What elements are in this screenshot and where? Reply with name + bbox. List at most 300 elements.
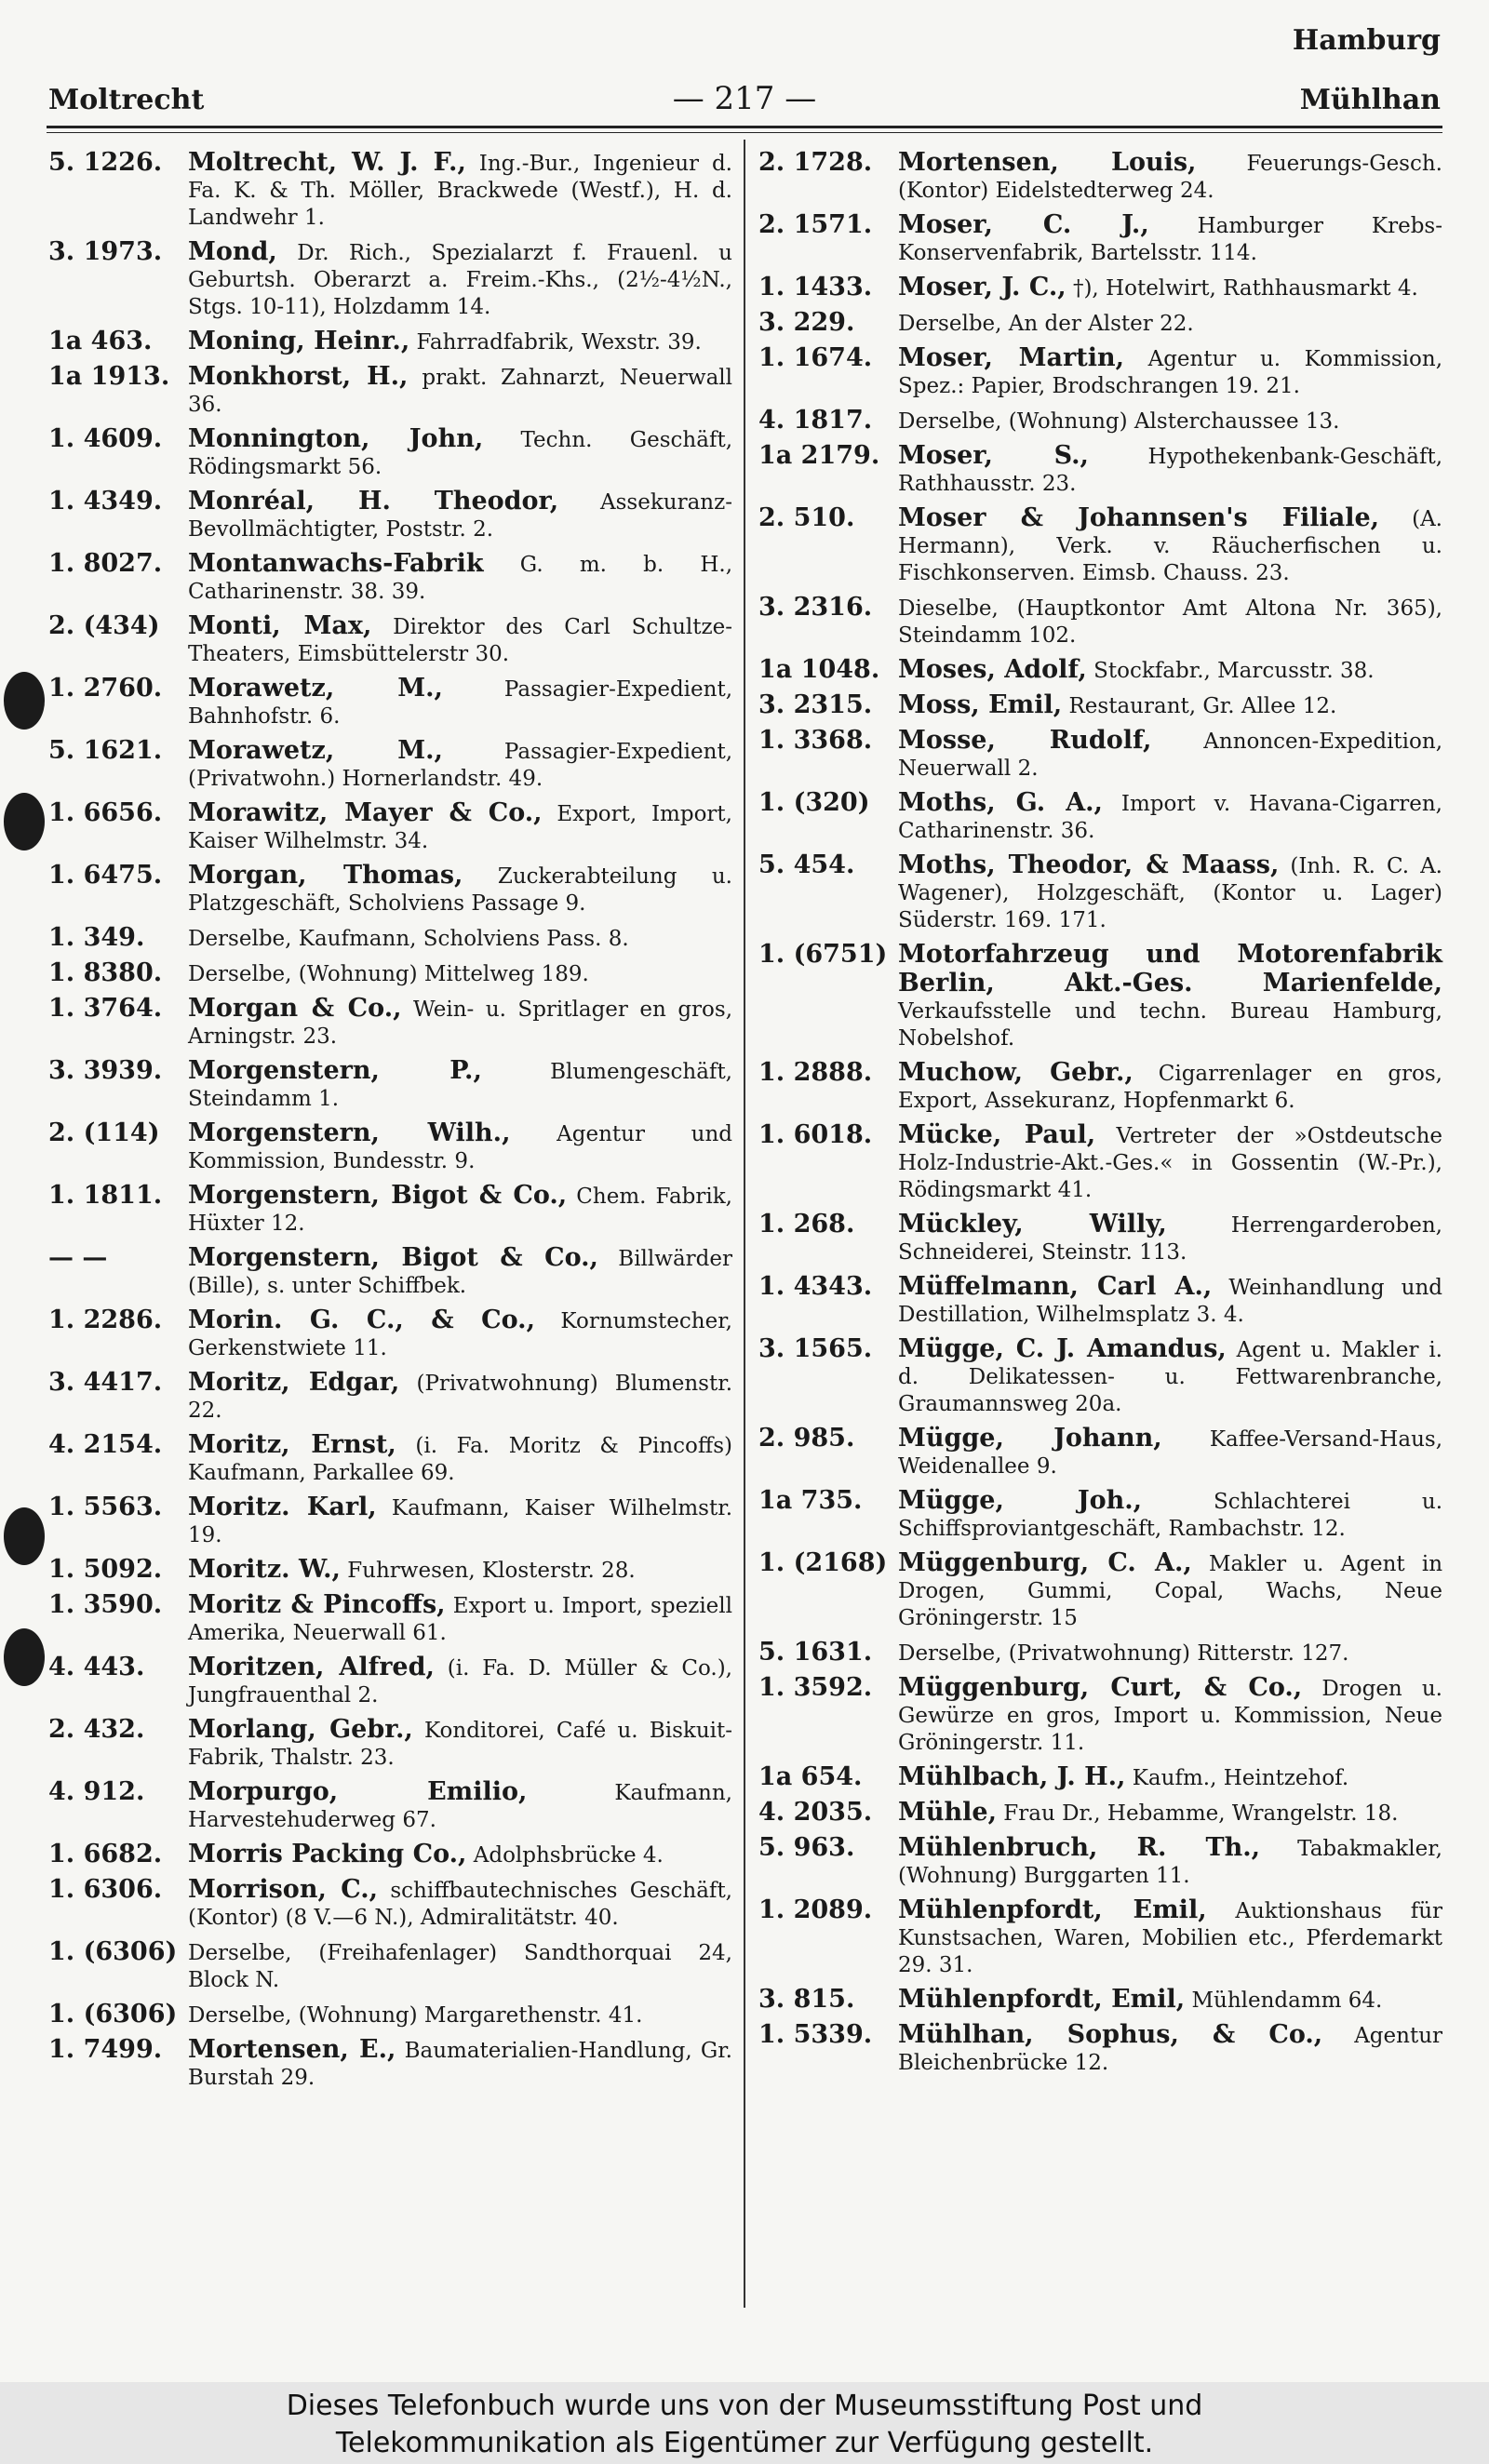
directory-entry — [758, 211, 1442, 267]
directory-entry — [758, 851, 1442, 934]
phone-number: 3. 229. — [758, 308, 855, 337]
entry-body — [188, 1654, 732, 1709]
entry-name: Morawitz, Mayer & Co., — [188, 798, 543, 827]
phone-number: 1. 5563. — [48, 1493, 163, 1521]
phone-number: 1. 7499. — [48, 2035, 163, 2064]
entry-name: Morgan & Co., — [188, 994, 402, 1023]
column-divider — [744, 140, 745, 2308]
directory-entry — [48, 1057, 732, 1113]
phone-number: 4. 912. — [48, 1777, 145, 1806]
entry-body — [188, 799, 732, 855]
entry-name: Moser, C. J., — [898, 210, 1149, 239]
entry-body — [898, 407, 1442, 435]
entry-body — [898, 941, 1442, 1052]
entry-name: Moses, Adolf, — [898, 655, 1087, 684]
entry-details: Auktionshaus für Kunstsachen, Waren, Mobilien etc., Pferdemarkt 29. 31. — [898, 1899, 1443, 1977]
entry-details: Derselbe, (Freihafenlager) Sandthorquai 24, Block N. — [188, 1941, 732, 1992]
entry-details: Passagier-Expedient, (Privatwohn.) Hornerlandstr. 49. — [188, 740, 733, 791]
entry-name: Mosse, Rudolf, — [898, 726, 1152, 755]
entry-body — [898, 504, 1442, 587]
phone-number: 2. 985. — [758, 1424, 855, 1453]
directory-entry — [758, 274, 1442, 302]
phone-number: 5. 963. — [758, 1833, 855, 1862]
directory-entry — [758, 1799, 1442, 1828]
entry-details: prakt. Zahnarzt, Neuerwall 36. — [188, 366, 732, 417]
entry-name: Moser, Martin, — [898, 343, 1124, 372]
directory-entry — [48, 1841, 732, 1869]
entry-body — [188, 2001, 732, 2029]
entry-name: Mühlenpfordt, Emil, — [898, 1985, 1186, 2014]
entry-name: Morlang, Gebr., — [188, 1715, 413, 1744]
phone-number: 1. 3764. — [48, 994, 163, 1023]
entry-details: Verkaufsstelle und techn. Bureau Hamburg, Nobelshof. — [898, 999, 1442, 1051]
entry-name: Monti, Max, — [188, 611, 372, 640]
directory-entry — [758, 1487, 1442, 1543]
entry-body — [898, 1121, 1442, 1204]
entry-details: schiffbautechnisches Geschäft, (Kontor) (8 V.—6 N.), Admiralitätstr. 40. — [188, 1879, 732, 1930]
entry-name: Mücke, Paul, — [898, 1120, 1096, 1149]
entry-details: Herrengarderoben, Schneiderei, Steinstr. 113. — [898, 1213, 1442, 1265]
entry-details: Agentur u. Kommission, Spez.: Papier, Brodschrangen 19. 21. — [898, 347, 1443, 398]
entry-details: Tabakmakler, (Wohnung) Burggarten 11. — [898, 1837, 1442, 1888]
directory-entry — [758, 1674, 1442, 1757]
entry-body — [898, 211, 1442, 267]
entry-details: Agentur und Kommission, Bundesstr. 9. — [188, 1122, 733, 1173]
entry-name: Morpurgo, Emilio, — [188, 1777, 528, 1806]
entry-name: Morgenstern, Wilh., — [188, 1118, 511, 1147]
entry-name: Moritz & Pincoffs, — [188, 1590, 446, 1619]
entry-body — [188, 1778, 732, 1834]
entry-body — [188, 363, 732, 419]
entry-body — [188, 1182, 732, 1238]
entry-name: Morgenstern, P., — [188, 1056, 482, 1085]
entry-body — [188, 1244, 732, 1300]
entry-body — [898, 851, 1442, 934]
entry-details: (i. Fa. D. Müller & Co.), Jungfrauenthal 2. — [188, 1656, 732, 1707]
entry-body — [898, 1273, 1442, 1329]
entry-details: Kaufmann, Kaiser Wilhelmstr. 19. — [188, 1496, 733, 1547]
phone-number: 2. (114) — [48, 1118, 160, 1147]
phone-number: 1. 6656. — [48, 798, 163, 827]
entry-body — [188, 737, 732, 793]
directory-entry — [758, 789, 1442, 845]
phone-number: 1. 5339. — [758, 2020, 873, 2049]
entry-body — [898, 1763, 1442, 1792]
phone-number: 4. 2035. — [758, 1798, 873, 1827]
phone-number: 1. 2286. — [48, 1306, 163, 1334]
phone-number: 2. 1571. — [758, 210, 873, 239]
entry-details: Passagier-Expedient, Bahnhofstr. 6. — [188, 677, 733, 729]
phone-number: 1. 4343. — [758, 1272, 873, 1301]
directory-entry — [758, 344, 1442, 400]
directory-entry — [48, 924, 732, 953]
entry-body — [898, 789, 1442, 845]
entry-details: Derselbe, (Privatwohnung) Ritterstr. 127. — [898, 1641, 1349, 1666]
entry-name: Mortensen, E., — [188, 2035, 396, 2064]
entry-details: G. m. b. H., Catharinenstr. 38. 39. — [188, 553, 733, 604]
left-column — [48, 149, 732, 2098]
entry-details: Chem. Fabrik, Hüxter 12. — [188, 1185, 732, 1236]
entry-name: Moss, Emil, — [898, 690, 1063, 719]
entry-body — [898, 442, 1442, 498]
phone-number: 1a 1048. — [758, 655, 880, 684]
entry-body — [898, 1896, 1442, 1979]
directory-entry — [758, 941, 1442, 1052]
phone-number: 1. (6751) — [758, 940, 888, 969]
entry-body — [188, 675, 732, 730]
phone-number: 1. 349. — [48, 923, 145, 952]
phone-number: 2. 432. — [48, 1715, 145, 1744]
phone-number: 1. 3368. — [758, 726, 873, 755]
directory-entry — [48, 1182, 732, 1238]
directory-entry — [758, 1896, 1442, 1979]
phone-number: 1. 2089. — [758, 1895, 873, 1924]
entry-name: Moser & Johannsen's Filiale, — [898, 503, 1380, 532]
punch-hole — [4, 672, 45, 730]
entry-body — [898, 594, 1442, 649]
phone-number: 1. (2168) — [758, 1548, 888, 1577]
entry-name: Moser, J. C., — [898, 273, 1066, 301]
entry-details: Restaurant, Gr. Allee 12. — [1068, 694, 1337, 718]
entry-body — [898, 309, 1442, 338]
entry-details: (Inh. R. C. A. Wagener), Holzgeschäft, (Kontor u. Lager) Süderstr. 169. 171. — [898, 854, 1442, 932]
directory-entry — [758, 1211, 1442, 1266]
phone-number: 1. 2760. — [48, 674, 163, 703]
entry-name: Müffelmann, Carl A., — [898, 1272, 1213, 1301]
entry-details: Direktor des Carl Schultze-Theaters, Eimsbüttelerstr 30. — [188, 615, 733, 666]
entry-body — [188, 425, 732, 481]
directory-entry — [758, 656, 1442, 685]
entry-details: Kaufm., Heintzehof. — [1132, 1766, 1349, 1790]
directory-entry — [48, 862, 732, 917]
phone-number: 1a 2179. — [758, 441, 880, 470]
entry-details: Derselbe, Kaufmann, Scholviens Pass. 8. — [188, 927, 629, 951]
directory-entry — [48, 363, 732, 419]
directory-entry — [48, 1244, 732, 1300]
entry-body — [898, 727, 1442, 783]
directory-entry — [48, 1369, 732, 1425]
phone-number: 1. 8380. — [48, 958, 163, 987]
entry-body — [188, 1306, 732, 1362]
directory-entry — [758, 442, 1442, 498]
entry-body — [898, 1986, 1442, 2015]
entry-body — [898, 1487, 1442, 1543]
entry-details: Baumaterialien-Handlung, Gr. Burstah 29. — [188, 2039, 732, 2090]
phone-number: 3. 1973. — [48, 237, 163, 266]
directory-entry — [48, 488, 732, 543]
entry-details: Hamburger Krebs-Konservenfabrik, Bartelsstr. 114. — [898, 214, 1442, 265]
entry-body — [188, 488, 732, 543]
phone-number: 3. 1565. — [758, 1334, 873, 1363]
entry-body — [188, 1876, 732, 1932]
entry-name: Morris Packing Co., — [188, 1840, 467, 1868]
footer-notice — [0, 2382, 1489, 2464]
entry-details: Derselbe, An der Alster 22. — [898, 312, 1194, 336]
directory-entry — [758, 691, 1442, 720]
entry-details: Adolphsbrücke 4. — [473, 1843, 664, 1868]
directory-entry — [48, 1556, 732, 1585]
entry-details: Agentur Bleichenbrücke 12. — [898, 2024, 1442, 2075]
entry-body — [188, 924, 732, 953]
entry-name: Morgenstern, Bigot & Co., — [188, 1181, 568, 1210]
phone-number: 1a 463. — [48, 327, 153, 355]
entry-name: Moths, G. A., — [898, 788, 1103, 817]
entry-name: Mühle, — [898, 1798, 997, 1827]
phone-number: 3. 2316. — [758, 593, 873, 622]
entry-details: Hypothekenbank-Geschäft, Rathhausstr. 23. — [898, 445, 1443, 496]
directory-entry — [48, 799, 732, 855]
entry-name: Moser, S., — [898, 441, 1089, 470]
entry-body — [188, 1591, 732, 1647]
entry-details: Zuckerabteilung u. Platzgeschäft, Scholviens Passage 9. — [188, 864, 732, 916]
entry-body — [188, 238, 732, 321]
entry-body — [898, 2021, 1442, 2077]
entry-name: Mortensen, Louis, — [898, 148, 1197, 177]
directory-entry — [758, 727, 1442, 783]
phone-number: 1. 1674. — [758, 343, 873, 372]
entry-details: Drogen u. Gewürze en gros, Import u. Kommission, Neue Gröningerstr. 11. — [898, 1677, 1442, 1755]
phone-number: 1a 735. — [758, 1486, 863, 1515]
entry-name: Morawetz, M., — [188, 674, 443, 703]
entry-name: Muchow, Gebr., — [898, 1058, 1134, 1087]
entry-body — [898, 1834, 1442, 1890]
directory-entry — [48, 959, 732, 988]
entry-details: Import v. Havana-Cigarren, Catharinenstr. 36. — [898, 792, 1442, 843]
entry-body — [898, 149, 1442, 205]
entry-name: Moritz. W., — [188, 1555, 341, 1584]
entry-body — [898, 1799, 1442, 1828]
phone-number: 1. 8027. — [48, 549, 163, 578]
entry-name: Mühlbach, J. H., — [898, 1762, 1126, 1791]
entry-body — [898, 1059, 1442, 1115]
phone-number: 4. 443. — [48, 1653, 145, 1681]
entry-details: (Privatwohnung) Blumenstr. 22. — [188, 1372, 732, 1423]
phone-number: 1. 5092. — [48, 1555, 163, 1584]
entry-details: Wein- u. Spritlager en gros, Arningstr. 23. — [188, 998, 732, 1049]
directory-entry — [758, 1986, 1442, 2015]
header-first-entry: Moltrecht — [48, 84, 205, 116]
directory-entry — [48, 612, 732, 668]
entry-details: Stockfabr., Marcusstr. 38. — [1093, 659, 1375, 683]
directory-entry — [48, 737, 732, 793]
entry-body — [898, 691, 1442, 720]
phone-number: 1. 1433. — [758, 273, 873, 301]
entry-name: Mühlenpfordt, Emil, — [898, 1895, 1207, 1924]
entry-body — [188, 328, 732, 356]
directory-entry — [48, 995, 732, 1051]
entry-details: Makler u. Agent in Drogen, Gummi, Copal, Wachs, Neue Gröningerstr. 15 — [898, 1552, 1443, 1630]
directory-entry — [48, 1591, 732, 1647]
entry-body — [188, 862, 732, 917]
directory-entry — [758, 1121, 1442, 1204]
phone-number: 1. 1811. — [48, 1181, 163, 1210]
entry-name: Moritz. Karl, — [188, 1493, 377, 1521]
entry-body — [898, 1335, 1442, 1418]
entry-details: Export, Import, Kaiser Wilhelmstr. 34. — [188, 802, 732, 853]
entry-body — [188, 1119, 732, 1175]
entry-name: Moning, Heinr., — [188, 327, 410, 355]
entry-details: Techn. Geschäft, Rödingsmarkt 56. — [188, 428, 733, 479]
entry-body — [188, 149, 732, 232]
footer-line-1: Dieses Telefonbuch wurde uns von der Museumsstiftung Post und — [286, 2390, 1203, 2422]
entry-body — [898, 274, 1442, 302]
entry-body — [898, 656, 1442, 685]
entry-body — [188, 612, 732, 668]
directory-entry — [758, 594, 1442, 649]
entry-name: Monréal, H. Theodor, — [188, 487, 559, 516]
directory-entry — [48, 1938, 732, 1994]
phone-number: 1. 6475. — [48, 861, 163, 890]
entry-details: Feuerungs-Gesch. (Kontor) Eidelstedterweg 24. — [898, 152, 1442, 203]
phone-number: 3. 2315. — [758, 690, 873, 719]
entry-name: Monnington, John, — [188, 424, 484, 453]
directory-entry — [758, 1763, 1442, 1792]
entry-body — [898, 1639, 1442, 1667]
header-rule — [47, 126, 1442, 128]
entry-details: Derselbe, (Wohnung) Alsterchaussee 13. — [898, 409, 1340, 434]
entry-name: Mügge, C. J. Amandus, — [898, 1334, 1227, 1363]
entry-details: Weinhandlung und Destillation, Wilhelmsplatz 3. 4. — [898, 1276, 1442, 1327]
entry-details: Export u. Import, speziell Amerika, Neuerwall 61. — [188, 1594, 732, 1645]
phone-number: 5. 454. — [758, 850, 855, 879]
punch-hole — [4, 1628, 45, 1686]
entry-details: Annoncen-Expedition, Neuerwall 2. — [898, 730, 1442, 781]
directory-entry — [48, 1306, 732, 1362]
directory-entry — [48, 238, 732, 321]
directory-entry — [48, 1654, 732, 1709]
directory-entry — [48, 1493, 732, 1549]
directory-entry — [48, 1778, 732, 1834]
phone-number: 1. 2888. — [758, 1058, 873, 1087]
phone-number: 5. 1621. — [48, 736, 163, 765]
phone-number: 1. 4609. — [48, 424, 163, 453]
phone-number: 2. (434) — [48, 611, 160, 640]
entry-details: Konditorei, Café u. Biskuit-Fabrik, Thalstr. 23. — [188, 1719, 733, 1770]
entry-body — [188, 2036, 732, 2092]
directory-entry — [758, 1549, 1442, 1632]
phone-number: 1. 3590. — [48, 1590, 163, 1619]
directory-entry — [48, 2036, 732, 2092]
entry-name: Müggenburg, C. A., — [898, 1548, 1192, 1577]
directory-entry — [48, 149, 732, 232]
phone-number: 2. 1728. — [758, 148, 873, 177]
entry-details: Derselbe, (Wohnung) Mittelweg 189. — [188, 962, 589, 986]
directory-entry — [758, 1639, 1442, 1667]
entry-details: Billwärder (Bille), s. unter Schiffbek. — [188, 1247, 732, 1298]
phone-number: 1. 6306. — [48, 1875, 163, 1904]
phone-number: 1. (320) — [758, 788, 870, 817]
phone-number: 1a 1913. — [48, 362, 170, 391]
header-city: Hamburg — [1292, 24, 1441, 57]
phone-number: 1. 4349. — [48, 487, 163, 516]
entry-body — [188, 1938, 732, 1994]
entry-details: Kornumstecher, Gerkenstwiete 11. — [188, 1309, 732, 1360]
phone-number: 1a 654. — [758, 1762, 863, 1791]
entry-details: Dieselbe, (Hauptkontor Amt Altona Nr. 365), Steindamm 102. — [898, 596, 1442, 648]
entry-body — [188, 550, 732, 606]
phone-number: 1. 6682. — [48, 1840, 163, 1868]
entry-body — [898, 1549, 1442, 1632]
entry-body — [898, 1211, 1442, 1266]
entry-name: Moritz, Ernst, — [188, 1430, 396, 1459]
entry-body — [898, 1674, 1442, 1757]
entry-details: Vertreter der »Ostdeutsche Holz-Industrie-Akt.-Ges.« in Gossentin (W.-Pr.), Rödingsmarkt 41. — [898, 1124, 1442, 1202]
entry-name: Motorfahrzeug und Motorenfabrik Berlin, Akt.-Ges. Marienfelde, — [898, 940, 1442, 998]
entry-name: Moths, Theodor, & Maass, — [898, 850, 1280, 879]
entry-body — [188, 995, 732, 1051]
entry-details: Fuhrwesen, Klosterstr. 28. — [347, 1559, 636, 1583]
entry-details: Agent u. Makler i. d. Delikatessen- u. Fettwarenbranche, Graumannsweg 20a. — [898, 1338, 1442, 1416]
directory-entry — [758, 1273, 1442, 1329]
directory-entry — [758, 309, 1442, 338]
directory-entry — [758, 1425, 1442, 1480]
directory-entry — [758, 504, 1442, 587]
phone-number: — — — [48, 1243, 108, 1272]
directory-entry — [48, 1431, 732, 1487]
directory-entry — [758, 407, 1442, 435]
directory-entry — [48, 2001, 732, 2029]
entry-details: Ing.-Bur., Ingenieur d. Fa. K. & Th. Möller, Brackwede (Westf.), H. d. Landwehr 1. — [188, 152, 732, 230]
phone-number: 1. (6306) — [48, 2000, 178, 2029]
directory-entry — [48, 1119, 732, 1175]
entry-details: Derselbe, (Wohnung) Margarethenstr. 41. — [188, 2003, 643, 2028]
punch-hole — [4, 793, 45, 850]
phone-number: 4. 1817. — [758, 406, 873, 435]
entry-name: Morrison, C., — [188, 1875, 379, 1904]
phone-number: 2. 510. — [758, 503, 855, 532]
header-rule-thin — [47, 132, 1442, 133]
directory-entry — [48, 425, 732, 481]
directory-entry — [758, 2021, 1442, 2077]
entry-details: †), Hotelwirt, Rathhausmarkt 4. — [1072, 276, 1418, 301]
entry-name: Mügge, Joh., — [898, 1486, 1143, 1515]
entry-name: Morawetz, M., — [188, 736, 443, 765]
entry-body — [898, 344, 1442, 400]
entry-details: Schlachterei u. Schiffsproviantgeschäft, Rambachstr. 12. — [898, 1490, 1443, 1541]
entry-body — [188, 959, 732, 988]
entry-name: Mügge, Johann, — [898, 1424, 1162, 1453]
phone-number: 3. 4417. — [48, 1368, 163, 1397]
phone-number: 1. (6306) — [48, 1937, 178, 1966]
page-number: — 217 — — [672, 80, 817, 117]
phone-number: 1. 268. — [758, 1210, 855, 1239]
entry-name: Müggenburg, Curt, & Co., — [898, 1673, 1303, 1702]
phone-number: 5. 1631. — [758, 1638, 873, 1667]
phone-number: 4. 2154. — [48, 1430, 163, 1459]
punch-hole — [4, 1507, 45, 1565]
entry-name: Mückley, Willy, — [898, 1210, 1167, 1239]
phone-number: 5. 1226. — [48, 148, 163, 177]
entry-name: Mond, — [188, 237, 277, 266]
footer-line-2: Telekommunikation als Eigentümer zur Verfügung gestellt. — [335, 2427, 1154, 2459]
entry-name: Morin. G. C., & Co., — [188, 1306, 535, 1334]
entry-name: Monkhorst, H., — [188, 362, 409, 391]
entry-name: Montanwachs-Fabrik — [188, 549, 484, 578]
directory-entry — [48, 328, 732, 356]
entry-name: Moltrecht, W. J. F., — [188, 148, 466, 177]
phone-number: 1. 6018. — [758, 1120, 873, 1149]
entry-details: (i. Fa. Moritz & Pincoffs) Kaufmann, Parkallee 69. — [188, 1434, 732, 1485]
directory-entry — [48, 1716, 732, 1772]
entry-body — [188, 1057, 732, 1113]
directory-entry — [758, 1335, 1442, 1418]
entry-body — [188, 1431, 732, 1487]
entry-body — [188, 1556, 732, 1585]
header-last-entry: Mühlhan — [1299, 84, 1441, 116]
phone-number: 3. 815. — [758, 1985, 855, 2014]
entry-body — [898, 1425, 1442, 1480]
entry-details: Assekuranz-Bevollmächtigter, Poststr. 2. — [188, 490, 733, 542]
